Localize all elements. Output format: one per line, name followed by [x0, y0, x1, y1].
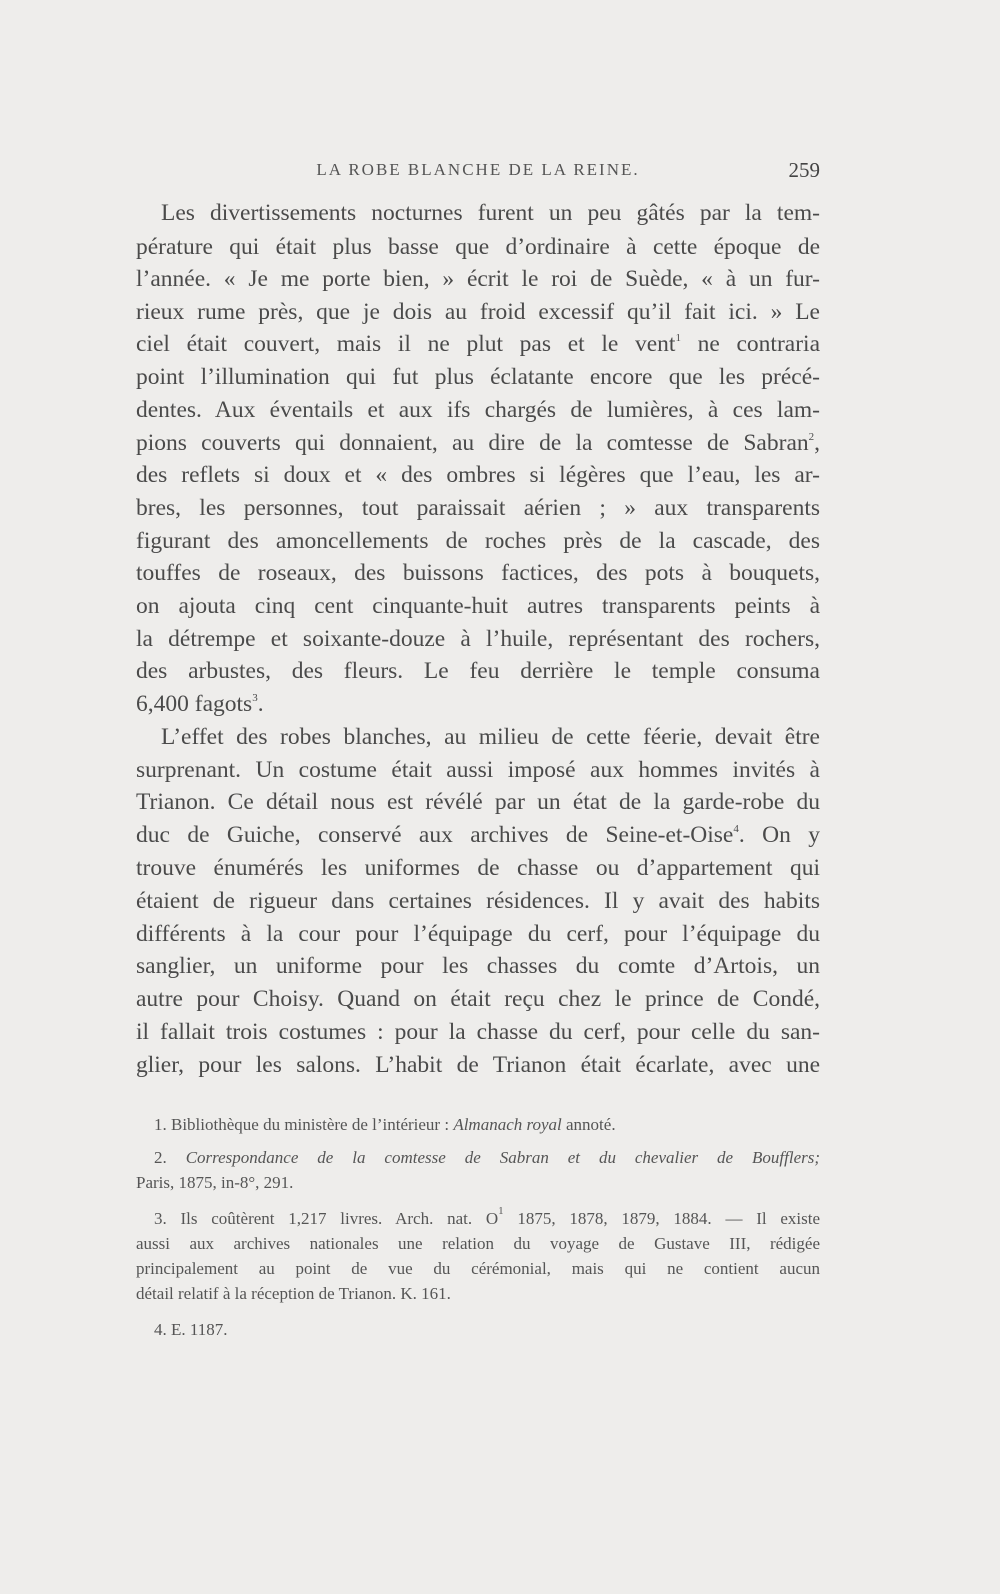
body-line: on ajouta cinq cent cinquante-huit autres transparents peints à	[136, 593, 820, 619]
body-line: étaient de rigueur dans certaines résidences. Il y avait des habits	[136, 888, 820, 914]
footnote-1	[154, 1113, 820, 1137]
footnote-text: annoté.	[566, 1115, 616, 1134]
body-line: touffes de roseaux, des buissons factices, des pots à bouquets,	[136, 560, 820, 586]
body-text: pions couverts qui donnaient, au dire de la comtesse de Sabran	[136, 430, 809, 456]
footnote-title: Almanach royal	[453, 1115, 562, 1134]
footnote-sup: 1	[498, 1205, 504, 1217]
body-line: l’année. « Je me porte bien, » écrit le roi de Suède, « à un fur-	[136, 266, 820, 292]
body-line: Les divertissements nocturnes furent un peu gâtés par la tem-	[161, 200, 820, 226]
footnote-text: 3. Ils coûtèrent 1,217 livres. Arch. nat. O	[154, 1209, 499, 1228]
note-ref: 2	[808, 431, 815, 443]
footnote-4: 4. E. 1187.	[154, 1320, 228, 1339]
body-text: duc de Guiche, conservé aux archives de Seine-et-Oise	[136, 822, 734, 848]
body-line: Trianon. Ce détail nous est révélé par un état de la garde-robe du	[136, 789, 820, 815]
footnote-number: 1.	[154, 1115, 167, 1134]
note-ref: 1	[675, 332, 681, 344]
body-text: . On y	[738, 822, 820, 848]
body-line: la détrempe et soixante-douze à l’huile, représentant des rochers,	[136, 626, 820, 652]
footnote-2-line: Paris, 1875, in-8°, 291.	[136, 1173, 294, 1192]
body-line	[136, 820, 820, 850]
body-line: sanglier, un uniforme pour les chasses du comte d’Artois, un	[136, 953, 820, 979]
body-line: trouve énumérés les uniformes de chasse ou d’appartement qui	[136, 855, 820, 881]
body-line: bres, les personnes, tout paraissait aérien ; » aux transparents	[136, 495, 820, 521]
footnote-3-line: principalement au point de vue du cérémonial, mais qui ne contient aucun	[136, 1259, 820, 1278]
body-text: ciel était couvert, mais il ne plut pas et le vent	[136, 331, 676, 357]
body-line: des reflets si doux et « des ombres si légères que l’eau, les ar-	[136, 462, 820, 488]
body-line: dentes. Aux éventails et aux ifs chargés de lumières, à ces lam-	[136, 397, 820, 423]
note-ref: 3	[252, 692, 258, 704]
body-line: rieux rume près, que je dois au froid excessif qu’il fait ici. » Le	[136, 299, 820, 325]
footnote-title: Correspondance de la comtesse de Sabran et du chevalier de Boufflers;	[185, 1148, 821, 1167]
note-ref: 4	[733, 823, 739, 835]
body-line: glier, pour les salons. L’habit de Trianon était écarlate, avec une	[136, 1052, 820, 1078]
body-text: ne contraria	[680, 331, 821, 357]
footnote-3-line: détail relatif à la réception de Trianon. K. 161.	[136, 1284, 451, 1303]
body-line: point l’illumination qui fut plus éclatante encore que les précé-	[136, 364, 820, 390]
footnote-text: Bibliothèque du ministère de l’intérieur :	[171, 1115, 450, 1134]
body-line	[136, 428, 820, 458]
footnote-3	[154, 1207, 820, 1231]
running-title: LA ROBE BLANCHE DE LA REINE.	[316, 160, 640, 179]
body-line: différents à la cour pour l’équipage du cerf, pour l’équipage du	[136, 921, 820, 947]
body-line: L’effet des robes blanches, au milieu de cette féerie, devait être	[161, 724, 820, 750]
page-number: 259	[788, 158, 820, 182]
body-line: autre pour Choisy. Quand on était reçu chez le prince de Condé,	[136, 986, 820, 1012]
body-line	[136, 329, 820, 359]
body-line: des arbustes, des fleurs. Le feu derrière le temple consuma	[136, 658, 820, 684]
body-line: il fallait trois costumes : pour la chasse du cerf, pour celle du san-	[136, 1019, 820, 1045]
footnote-3-line: aussi aux archives nationales une relation du voyage de Gustave III, rédigée	[136, 1234, 820, 1253]
body-text: ,	[814, 430, 820, 456]
body-text: 6,400 fagots	[136, 691, 253, 717]
footnote-text: 1875, 1878, 1879, 1884. — Il existe	[503, 1209, 820, 1228]
body-line	[136, 689, 820, 719]
footnote-2	[154, 1146, 820, 1170]
running-head	[136, 160, 820, 184]
body-line: figurant des amoncellements de roches près de la cascade, des	[136, 528, 820, 554]
body-line: pérature qui était plus basse que d’ordinaire à cette époque de	[136, 234, 820, 260]
body-line: surprenant. Un costume était aussi imposé aux hommes invités à	[136, 757, 820, 783]
body-text: .	[257, 691, 264, 717]
footnote-number: 2.	[154, 1148, 167, 1167]
